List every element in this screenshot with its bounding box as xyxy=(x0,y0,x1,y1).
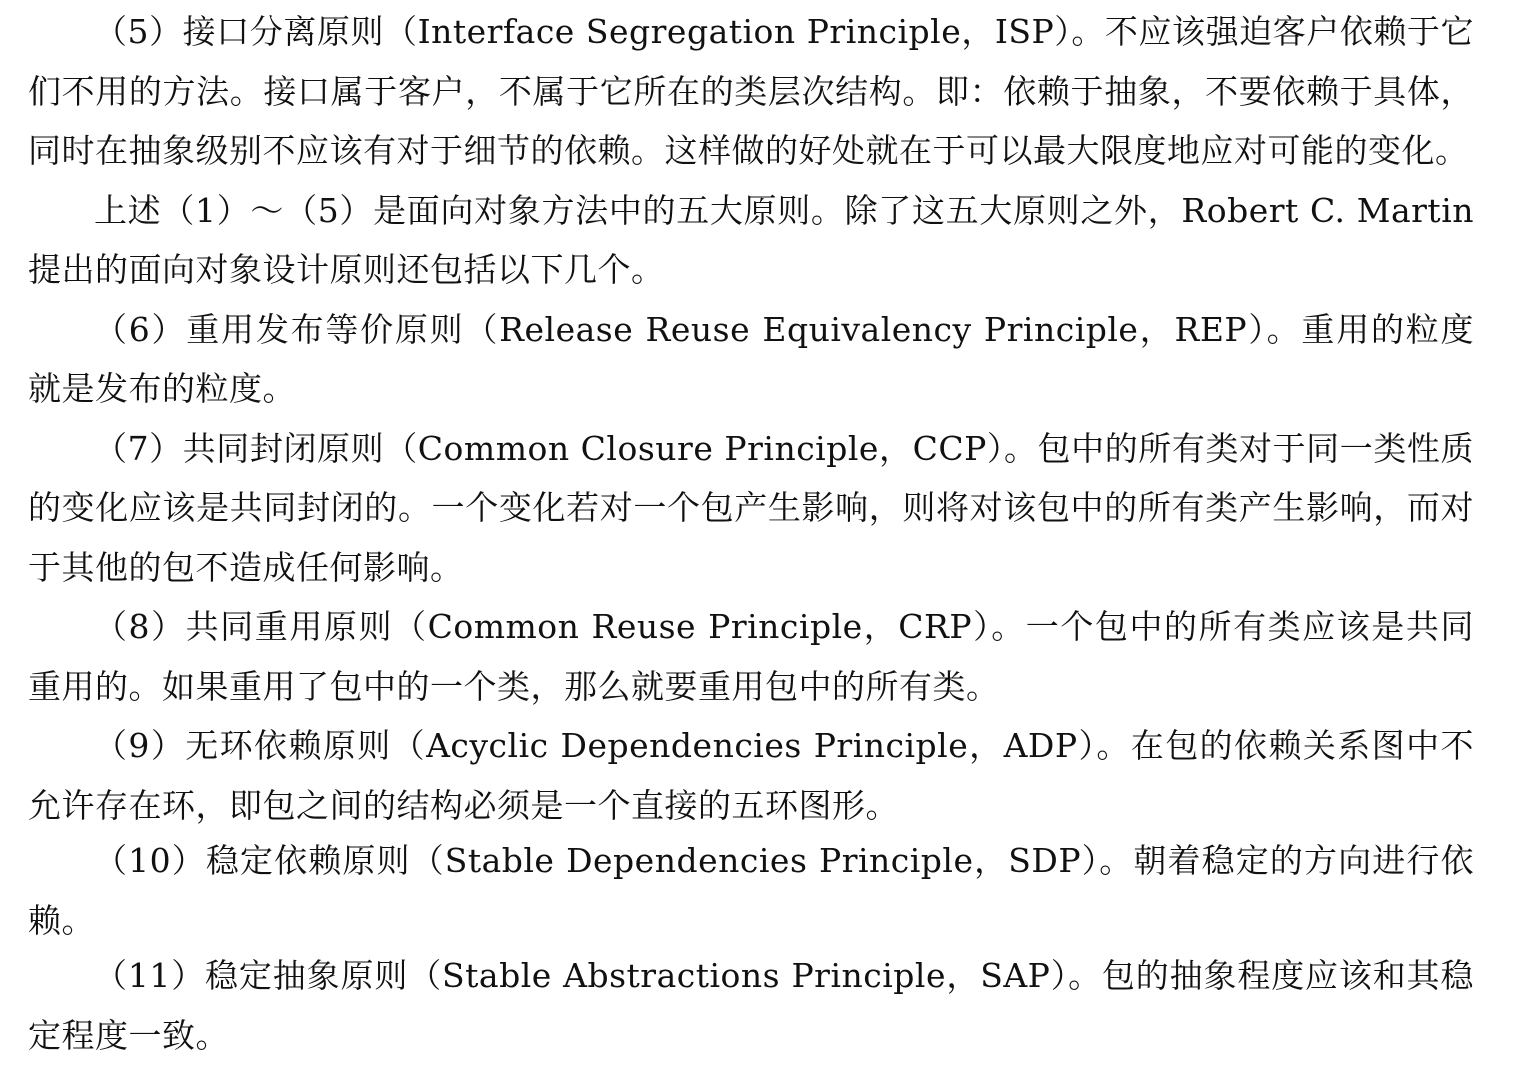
paragraph-isp: （5）接口分离原则（Interface Segregation Principle，ISP）。不应该强迫客户依赖于它们不用的方法。接口属于客户，不属于它所在的类层次结构。即：依赖于抽象，不要依赖于具体，同时在抽象级别不应该有对于细节的依赖。这样做的好处就在于可以最大限度地应对可能的变化。 xyxy=(28,12,1474,170)
paragraph-sap: （11）稳定抽象原则（Stable Abstractions Principle，SAP）。包的抽象程度应该和其稳定程度一致。 xyxy=(28,956,1474,1055)
paragraph-sdp: （10）稳定依赖原则（Stable Dependencies Principle，SDP）。朝着稳定的方向进行依赖。 xyxy=(28,841,1474,940)
paragraph-five-principles-summary: 上述（1）～（5）是面向对象方法中的五大原则。除了这五大原则之外，Robert C. Martin提出的面向对象设计原则还包括以下几个。 xyxy=(28,190,1474,289)
paragraph-rep: （6）重用发布等价原则（Release Reuse Equivalency Principle，REP）。重用的粒度就是发布的粒度。 xyxy=(28,309,1474,408)
paragraph-crp: （8）共同重用原则（Common Reuse Principle，CRP）。一个包中的所有类应该是共同重用的。如果重用了包中的一个类，那么就要重用包中的所有类。 xyxy=(28,607,1474,706)
paragraph-adp: （9）无环依赖原则（Acyclic Dependencies Principle，ADP）。在包的依赖关系图中不允许存在环，即包之间的结构必须是一个直接的五环图形。 xyxy=(28,726,1474,825)
paragraph-ccp: （7）共同封闭原则（Common Closure Principle，CCP）。包中的所有类对于同一类性质的变化应该是共同封闭的。一个变化若对一个包产生影响，则将对该包中的所有类产生影响，而对于其他的包不造成任何影响。 xyxy=(28,428,1474,587)
